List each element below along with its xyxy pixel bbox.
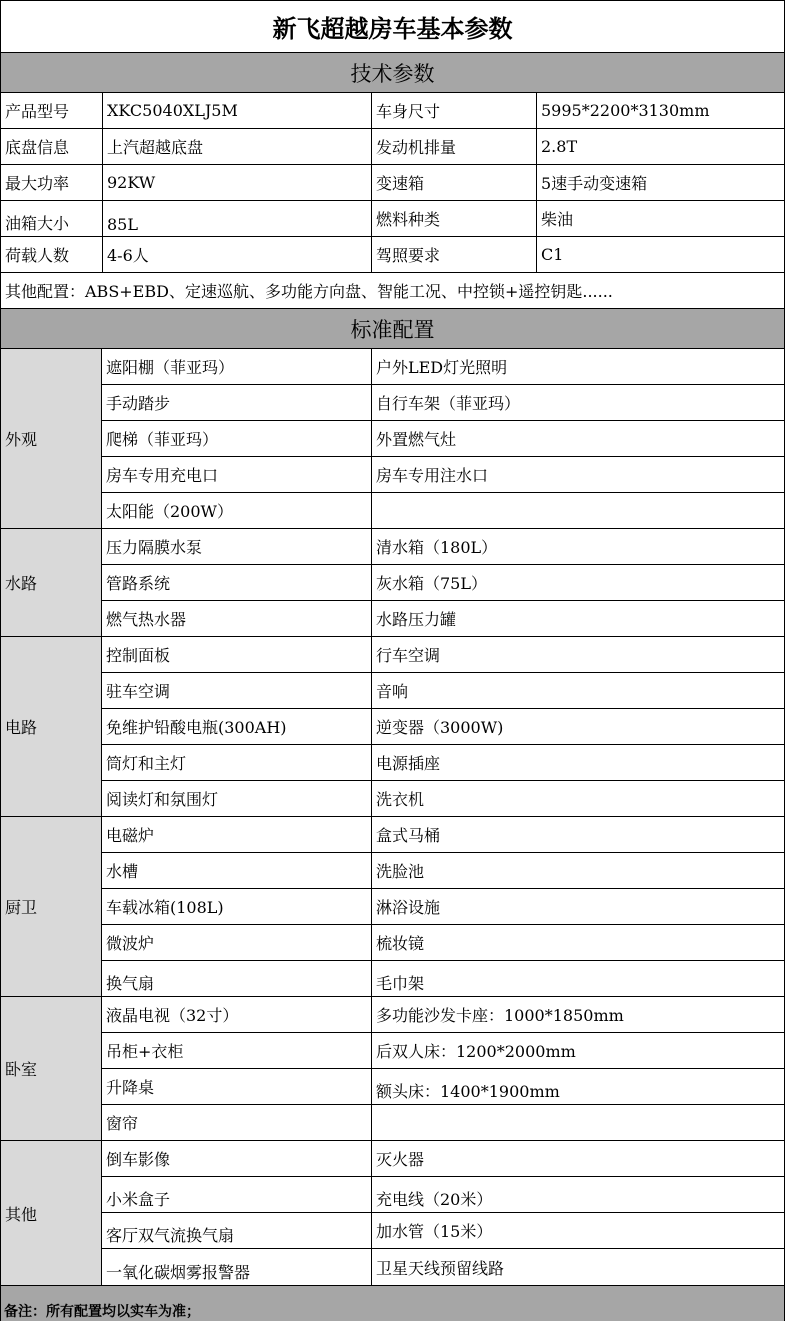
config-item: 梳妆镜	[371, 925, 784, 960]
page-title: 新飞超越房车基本参数	[1, 0, 784, 53]
spec-label: 变速箱	[371, 165, 536, 200]
config-row	[102, 853, 784, 889]
config-row	[102, 385, 784, 421]
config-item: 外置燃气灶	[371, 421, 784, 456]
config-item: 额头床：1400*1900mm	[371, 1069, 784, 1104]
config-row	[102, 601, 784, 637]
spec-label: 发动机排量	[371, 129, 536, 164]
spec-row	[1, 165, 784, 201]
config-row	[102, 1213, 784, 1249]
config-item: 换气扇	[106, 974, 155, 993]
config-item: 免维护铅酸电瓶(300AH)	[106, 718, 287, 737]
section-header-tech: 技术参数	[1, 53, 784, 93]
config-item: 燃气热水器	[106, 610, 187, 629]
config-row	[102, 1249, 784, 1286]
config-item: 淋浴设施	[371, 889, 784, 924]
config-item: 升降桌	[106, 1078, 155, 1097]
config-item: 液晶电视（32寸）	[106, 1006, 239, 1025]
group-label-other: 其他	[1, 1141, 102, 1286]
config-item: 房车专用注水口	[371, 457, 784, 492]
spec-value: 2.8T	[536, 129, 784, 164]
config-item: 吊柜+衣柜	[106, 1042, 184, 1061]
config-row	[102, 817, 784, 853]
config-item: 倒车影像	[106, 1150, 171, 1169]
spec-label: 燃料种类	[371, 201, 536, 236]
spec-row	[1, 93, 784, 129]
config-item: 房车专用充电口	[106, 466, 219, 485]
config-item: 自行车架（菲亚玛）	[371, 385, 784, 420]
spec-row	[1, 237, 784, 273]
config-row	[102, 961, 784, 997]
spec-row	[1, 129, 784, 165]
config-item: 清水箱（180L）	[371, 529, 784, 564]
spec-row	[1, 201, 784, 237]
spec-value: 92KW	[102, 165, 371, 200]
config-item: 灭火器	[371, 1141, 784, 1176]
config-row	[102, 1177, 784, 1213]
config-item: 控制面板	[106, 646, 171, 665]
config-item: 压力隔膜水泵	[106, 538, 203, 557]
section-header-standard: 标准配置	[1, 309, 784, 349]
config-row	[102, 529, 784, 565]
config-item: 加水管（15米）	[371, 1213, 784, 1248]
spec-value: 5995*2200*3130mm	[536, 93, 784, 128]
spec-value: 柴油	[536, 201, 784, 236]
spec-label: 车身尺寸	[371, 93, 536, 128]
config-row	[102, 709, 784, 745]
config-item: 户外LED灯光照明	[371, 349, 784, 384]
group-label-water: 水路	[1, 529, 102, 637]
config-item: 充电线（20米）	[371, 1177, 784, 1212]
config-row	[102, 1105, 784, 1141]
config-item: 洗脸池	[371, 853, 784, 888]
config-row	[102, 1069, 784, 1105]
config-item: 卫星天线预留线路	[371, 1249, 784, 1285]
config-item: 行车空调	[371, 637, 784, 672]
config-row	[102, 457, 784, 493]
spec-label: 油箱大小	[5, 214, 70, 233]
config-item: 爬梯（菲亚玛）	[106, 430, 219, 449]
config-row	[102, 925, 784, 961]
config-row	[102, 889, 784, 925]
config-item: 毛巾架	[371, 961, 784, 996]
spec-label: 底盘信息	[5, 138, 70, 157]
config-row	[102, 421, 784, 457]
config-item: 洗衣机	[371, 781, 784, 816]
config-item: 小米盒子	[106, 1190, 171, 1209]
config-item: 微波炉	[106, 934, 155, 953]
config-row	[102, 997, 784, 1033]
spec-value: 85L	[102, 201, 371, 236]
config-item: 音响	[371, 673, 784, 708]
config-item: 窗帘	[106, 1114, 139, 1133]
spec-label: 荷载人数	[5, 246, 70, 265]
config-row	[102, 493, 784, 529]
config-item: 驻车空调	[106, 682, 171, 701]
spec-value: 4-6人	[102, 237, 371, 272]
config-item: 太阳能（200W）	[106, 502, 233, 521]
other-config-text: 其他配置：ABS+EBD、定速巡航、多功能方向盘、智能工况、中控锁+遥控钥匙......	[5, 282, 613, 301]
spec-label: 最大功率	[5, 174, 70, 193]
config-row	[102, 1033, 784, 1069]
config-item: 水路压力罐	[371, 601, 784, 636]
group-label-electric: 电路	[1, 637, 102, 817]
spec-label: 产品型号	[5, 102, 70, 121]
config-row	[102, 565, 784, 601]
config-item: 电源插座	[371, 745, 784, 780]
config-item: 后双人床：1200*2000mm	[371, 1033, 784, 1068]
config-item: 水槽	[106, 862, 139, 881]
config-item: 逆变器（3000W)	[371, 709, 784, 744]
config-item: 筒灯和主灯	[106, 754, 187, 773]
config-item: 手动踏步	[106, 394, 171, 413]
group-label-kitchen-bath: 厨卫	[1, 817, 102, 997]
spec-label: 驾照要求	[371, 237, 536, 272]
config-item: 管路系统	[106, 574, 171, 593]
config-row	[102, 781, 784, 817]
other-config-row	[1, 273, 784, 309]
footer-note: 备注：所有配置均以实车为准；	[1, 1286, 784, 1321]
config-item	[371, 1105, 784, 1140]
spec-value: 上汽超越底盘	[102, 129, 371, 164]
config-item: 灰水箱（75L）	[371, 565, 784, 600]
spec-value: C1	[536, 237, 784, 272]
config-item: 阅读灯和氛围灯	[106, 790, 219, 809]
group-label-exterior: 外观	[1, 349, 102, 529]
config-row	[102, 1141, 784, 1177]
config-item: 盒式马桶	[371, 817, 784, 852]
config-row	[102, 673, 784, 709]
config-row	[102, 637, 784, 673]
config-item: 多功能沙发卡座：1000*1850mm	[371, 997, 784, 1032]
spec-value: XKC5040XLJ5M	[102, 93, 371, 128]
config-item: 车载冰箱(108L)	[106, 898, 224, 917]
spec-value: 5速手动变速箱	[536, 165, 784, 200]
config-item	[371, 493, 784, 528]
config-item: 遮阳棚（菲亚玛）	[106, 358, 235, 377]
config-item: 客厅双气流换气扇	[106, 1226, 235, 1245]
config-item: 一氧化碳烟雾报警器	[106, 1263, 251, 1282]
config-row	[102, 745, 784, 781]
config-item: 电磁炉	[106, 826, 155, 845]
group-label-bedroom: 卧室	[1, 997, 102, 1141]
config-row	[102, 349, 784, 385]
